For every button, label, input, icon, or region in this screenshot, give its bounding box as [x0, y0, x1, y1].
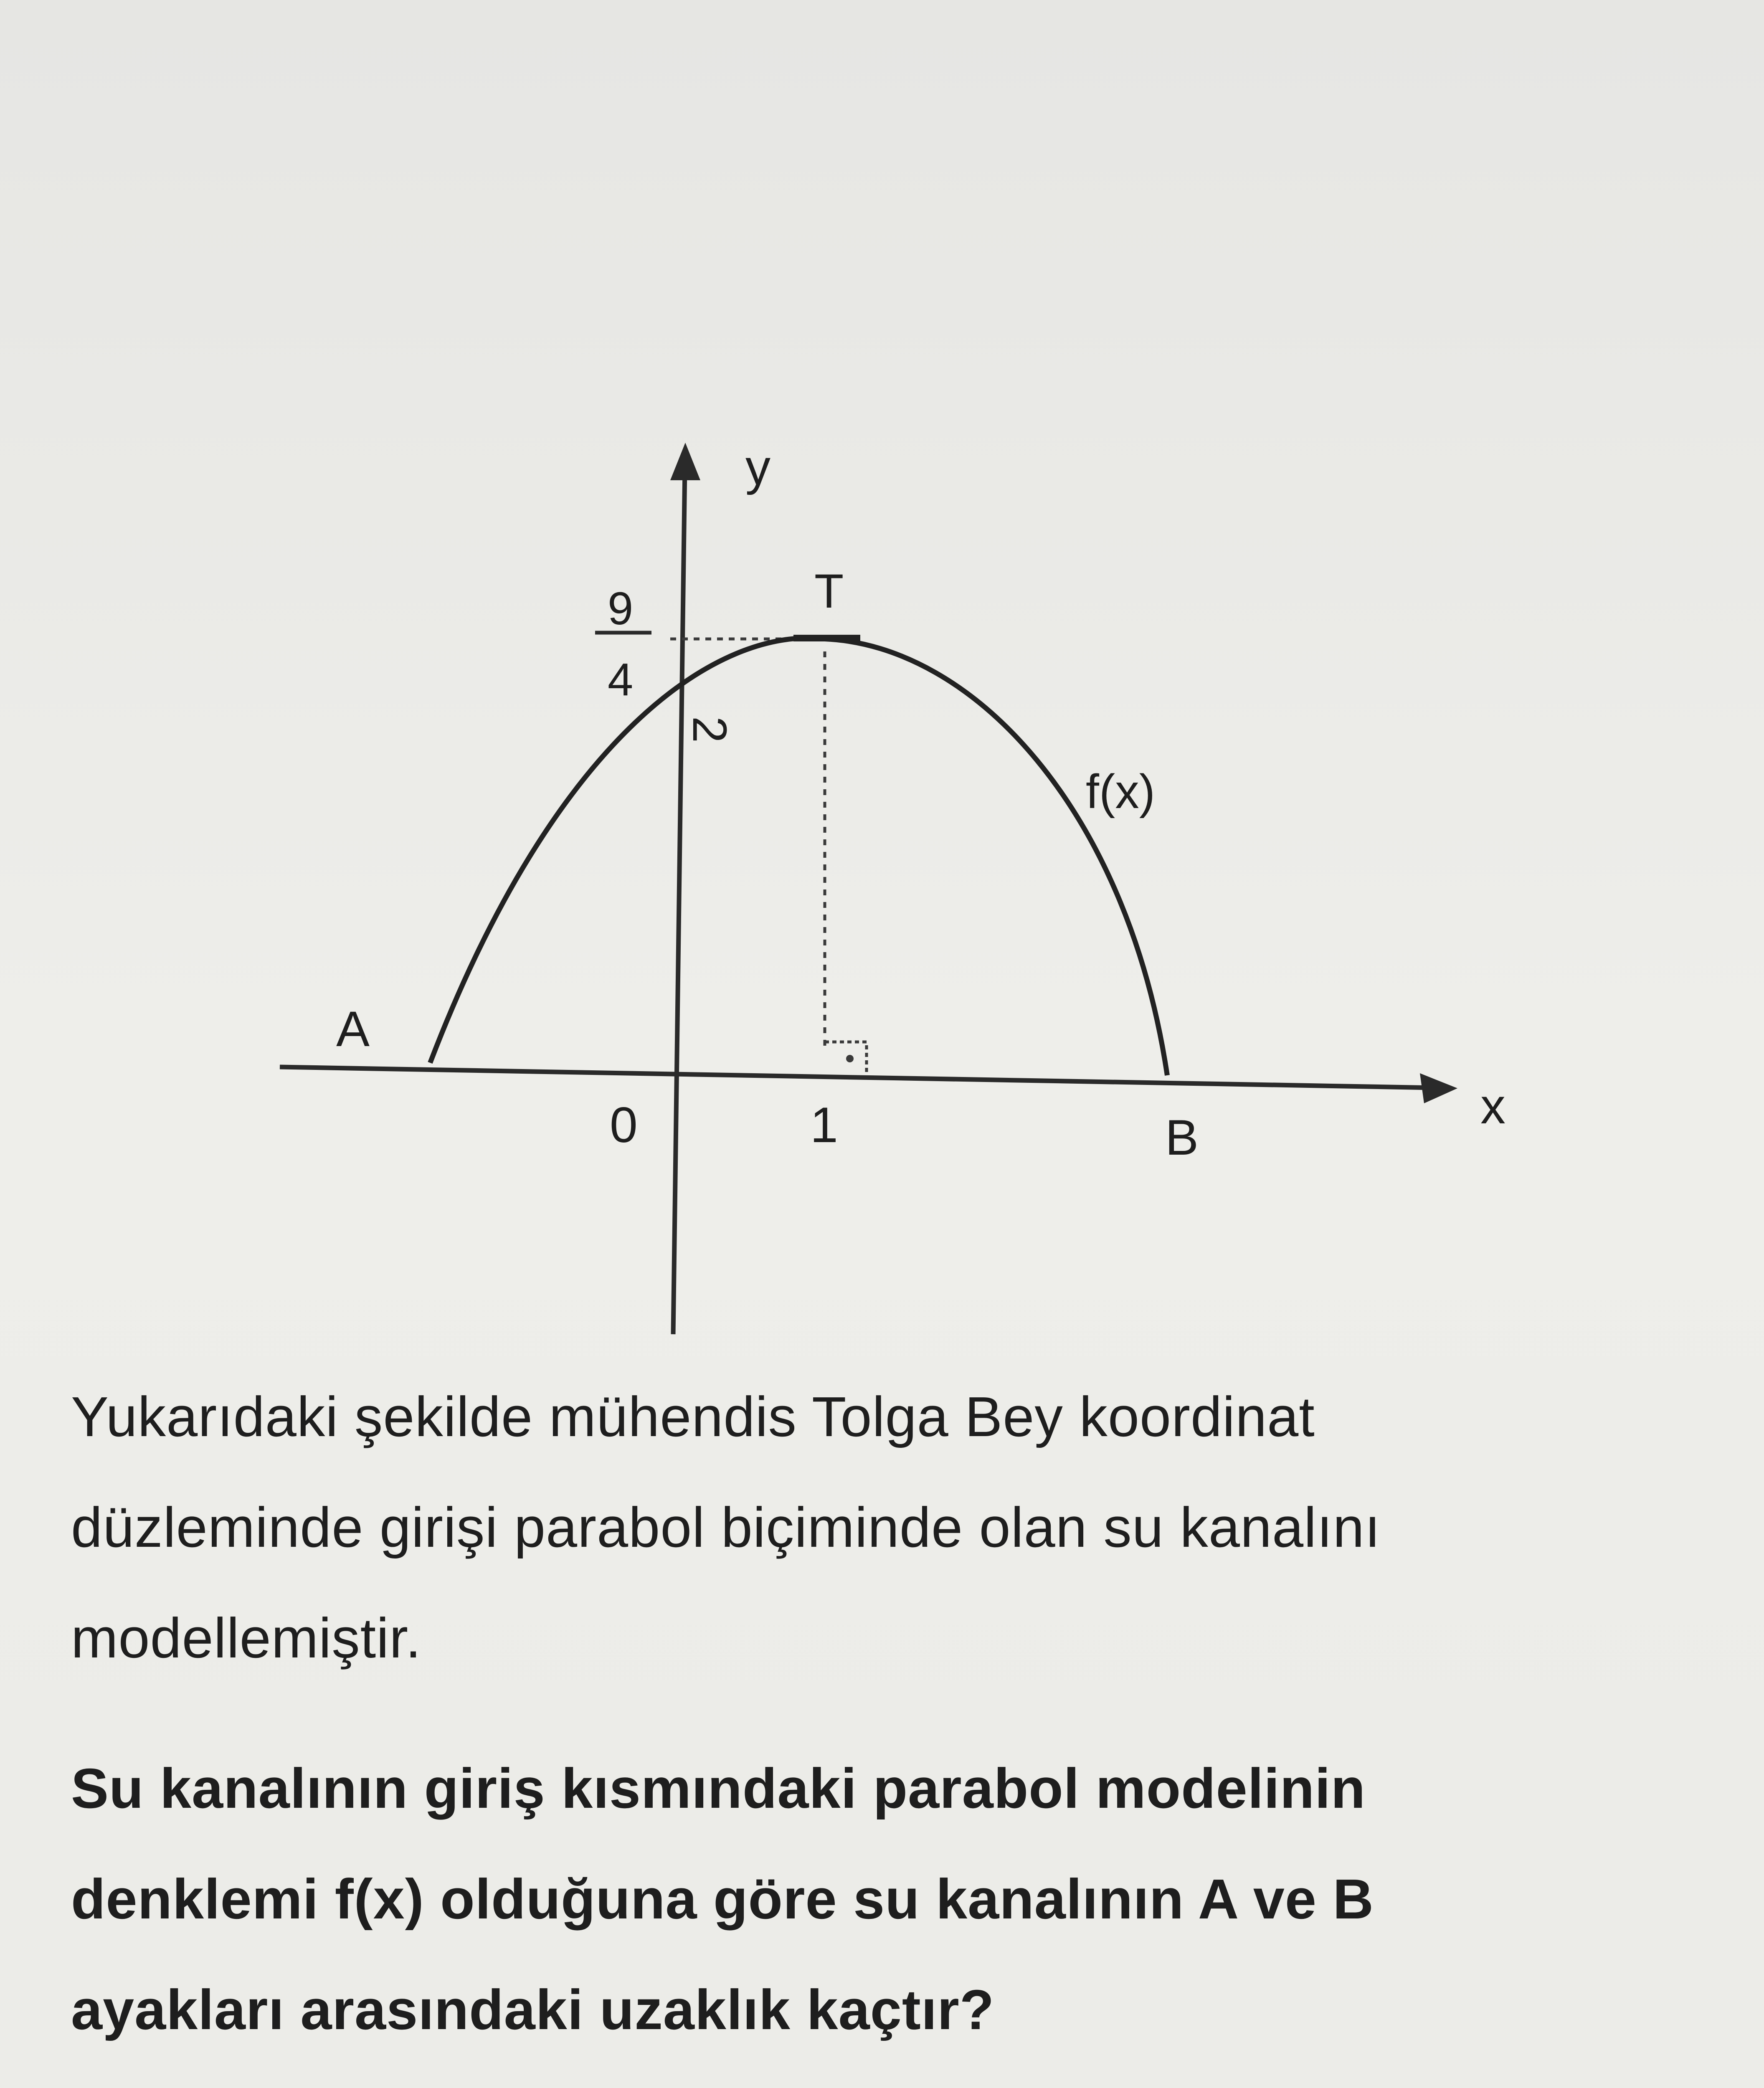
- question-context: [71, 1361, 1733, 1693]
- prompt-line: ayakları arasındaki uzaklık kaçtır?: [71, 1978, 995, 2041]
- x-axis: [280, 1067, 1437, 1088]
- point-b-label: B: [1165, 1110, 1199, 1166]
- right-angle-marker: [825, 1042, 867, 1073]
- vertex-y-numerator: 9: [608, 583, 634, 634]
- right-angle-dot: [846, 1055, 854, 1062]
- y-axis: [673, 468, 685, 1334]
- question-prompt: [71, 1733, 1733, 2065]
- context-line: Yukarıdaki şekilde mühendis Tolga Bey koordinat: [71, 1385, 1315, 1448]
- curve-label: f(x): [1086, 765, 1156, 818]
- y-axis-label: y: [745, 439, 770, 495]
- context-line: modellemiştir.: [71, 1607, 422, 1670]
- origin-label: 0: [610, 1097, 638, 1153]
- vertex-y-denominator: 4: [608, 654, 634, 705]
- x-axis-label: x: [1480, 1078, 1505, 1134]
- point-a-label: A: [336, 1001, 370, 1057]
- y-intercept-label: 2: [683, 716, 736, 743]
- prompt-line: denklemi f(x) olduğuna göre su kanalının A ve B: [71, 1868, 1374, 1931]
- x-axis-arrow: [1420, 1073, 1457, 1103]
- y-axis-arrow: [670, 443, 700, 480]
- context-line: düzleminde girişi parabol biçiminde olan su kanalını: [71, 1496, 1381, 1559]
- tick-one-label: 1: [810, 1097, 838, 1153]
- parabola-curve: [430, 638, 1167, 1075]
- prompt-line: Su kanalının giriş kısmındaki parabol modelinin: [71, 1757, 1366, 1820]
- vertex-label: T: [814, 565, 844, 618]
